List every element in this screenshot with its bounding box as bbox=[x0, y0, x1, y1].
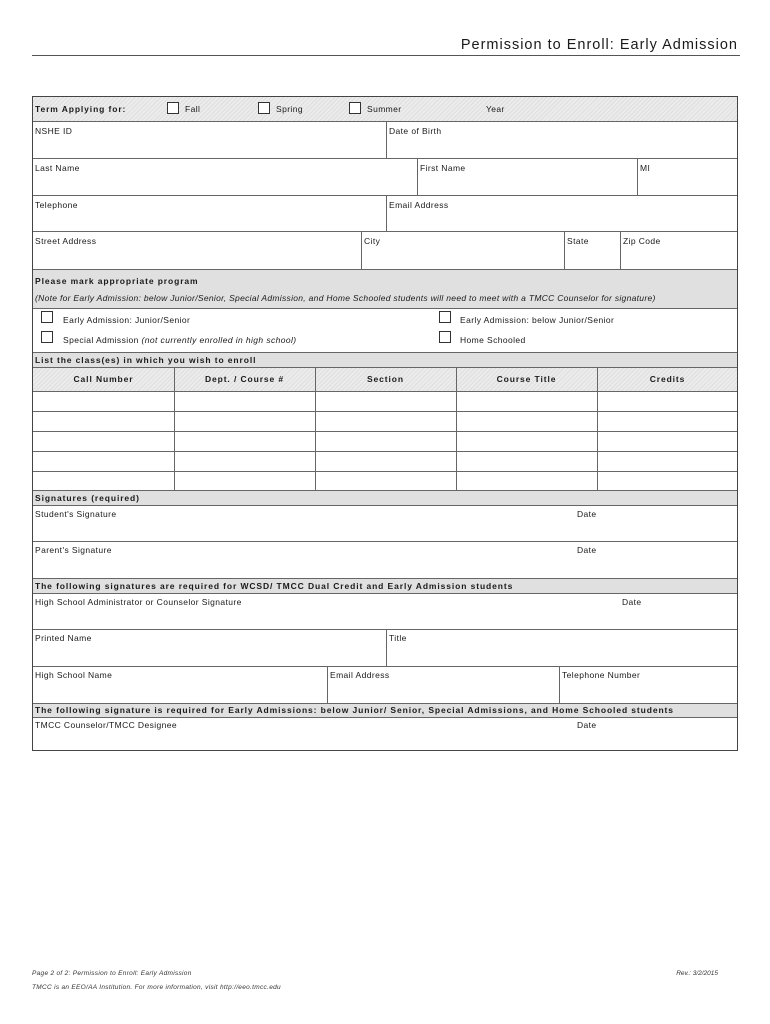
home-schooled-label: Home Schooled bbox=[460, 335, 526, 345]
first-name-field[interactable] bbox=[417, 159, 637, 195]
high-school-row bbox=[33, 666, 737, 703]
signatures-title: Signatures (required) bbox=[35, 493, 140, 503]
tmcc-date-label: Date bbox=[577, 720, 597, 730]
col-divider bbox=[174, 368, 175, 490]
state-label: State bbox=[567, 236, 589, 246]
city-field[interactable] bbox=[361, 232, 564, 269]
special-admission-label bbox=[63, 335, 297, 345]
title-field[interactable] bbox=[386, 630, 737, 666]
email-label: Email Address bbox=[389, 200, 449, 210]
admin-date-label: Date bbox=[622, 597, 642, 607]
printed-name-field[interactable] bbox=[33, 630, 386, 666]
class-table-header bbox=[33, 368, 737, 392]
fall-checkbox[interactable] bbox=[167, 102, 179, 114]
spring-checkbox[interactable] bbox=[258, 102, 270, 114]
table-row[interactable] bbox=[33, 411, 737, 412]
special-admission-note: (not currently enrolled in high school) bbox=[141, 335, 297, 345]
table-row[interactable] bbox=[33, 451, 737, 452]
admin-signature-label: High School Administrator or Counselor Signature bbox=[35, 597, 242, 607]
city-label: City bbox=[364, 236, 381, 246]
tmcc-counselor-label: TMCC Counselor/TMCC Designee bbox=[35, 720, 178, 730]
student-signature-row[interactable] bbox=[33, 505, 737, 541]
nshe-row bbox=[33, 121, 737, 158]
hs-phone-label: Telephone Number bbox=[562, 670, 641, 680]
parent-signature-label: Parent's Signature bbox=[35, 545, 112, 555]
nshe-id-field[interactable] bbox=[33, 122, 386, 158]
year-label: Year bbox=[486, 104, 505, 114]
table-row[interactable] bbox=[33, 471, 737, 472]
classes-title: List the class(es) in which you wish to enroll bbox=[35, 355, 257, 365]
mi-label: MI bbox=[640, 163, 651, 173]
program-header bbox=[33, 269, 737, 308]
tmcc-counselor-row[interactable] bbox=[33, 717, 737, 752]
admin-signature-row[interactable] bbox=[33, 593, 737, 629]
early-below-junior-label: Early Admission: below Junior/Senior bbox=[460, 315, 615, 325]
footer-page: Page 2 of 2: Permission to Enroll: Early Admission bbox=[32, 970, 192, 977]
special-admission-checkbox[interactable] bbox=[41, 331, 53, 343]
high-school-name-label: High School Name bbox=[35, 670, 113, 680]
wcsd-header bbox=[33, 578, 737, 593]
telephone-field[interactable] bbox=[33, 196, 386, 231]
student-date-label: Date bbox=[577, 509, 597, 519]
classes-header bbox=[33, 352, 737, 367]
spring-label: Spring bbox=[276, 104, 303, 114]
term-label: Term Applying for: bbox=[35, 104, 127, 114]
printed-name-row bbox=[33, 629, 737, 666]
class-table bbox=[33, 367, 737, 490]
footer-eeo: TMCC is an EEO/AA Institution. For more information, visit http://eeo.tmcc.edu bbox=[32, 984, 281, 991]
tmcc-title: The following signature is required for Early Admissions: below Junior/ Senior, Special Admissions, and Home Schooled students bbox=[35, 705, 674, 715]
special-admission-text: Special Admission bbox=[63, 335, 139, 345]
name-row bbox=[33, 158, 737, 195]
zip-label: Zip Code bbox=[623, 236, 661, 246]
mi-field[interactable] bbox=[637, 159, 737, 195]
street-field[interactable] bbox=[33, 232, 361, 269]
first-name-label: First Name bbox=[420, 163, 466, 173]
address-row bbox=[33, 231, 737, 269]
parent-signature-row[interactable] bbox=[33, 541, 737, 578]
last-name-field[interactable] bbox=[33, 159, 417, 195]
term-row bbox=[33, 97, 737, 121]
email-field[interactable] bbox=[386, 196, 737, 231]
hs-phone-field[interactable] bbox=[559, 667, 737, 703]
col-credits: Credits bbox=[649, 374, 686, 384]
col-divider bbox=[315, 368, 316, 490]
nshe-id-label: NSHE ID bbox=[35, 126, 73, 136]
col-divider bbox=[456, 368, 457, 490]
col-divider bbox=[597, 368, 598, 490]
dob-label: Date of Birth bbox=[389, 126, 442, 136]
last-name-label: Last Name bbox=[35, 163, 80, 173]
tmcc-header bbox=[33, 703, 737, 717]
home-schooled-checkbox[interactable] bbox=[439, 331, 451, 343]
summer-label: Summer bbox=[367, 104, 402, 114]
col-call-number: Call Number bbox=[73, 374, 134, 384]
program-options bbox=[33, 308, 737, 352]
enrollment-form bbox=[32, 96, 738, 751]
wcsd-title: The following signatures are required for WCSD/ TMCC Dual Credit and Early Admission students bbox=[35, 581, 514, 591]
col-course-title: Course Title bbox=[496, 374, 557, 384]
footer-revision: Rev.: 3/2/2015 bbox=[676, 970, 718, 977]
contact-row bbox=[33, 195, 737, 231]
telephone-label: Telephone bbox=[35, 200, 78, 210]
summer-checkbox[interactable] bbox=[349, 102, 361, 114]
title-label: Title bbox=[389, 633, 407, 643]
street-label: Street Address bbox=[35, 236, 97, 246]
high-school-name-field[interactable] bbox=[33, 667, 327, 703]
student-signature-label: Student's Signature bbox=[35, 509, 117, 519]
zip-field[interactable] bbox=[620, 232, 737, 269]
program-title: Please mark appropriate program bbox=[35, 276, 199, 286]
col-section: Section bbox=[366, 374, 404, 384]
hs-email-label: Email Address bbox=[330, 670, 390, 680]
fall-label: Fall bbox=[185, 104, 201, 114]
table-row[interactable] bbox=[33, 431, 737, 432]
page-title: Permission to Enroll: Early Admission bbox=[460, 37, 738, 53]
state-field[interactable] bbox=[564, 232, 620, 269]
early-below-junior-checkbox[interactable] bbox=[439, 311, 451, 323]
signatures-header bbox=[33, 490, 737, 505]
early-junior-senior-label: Early Admission: Junior/Senior bbox=[63, 315, 191, 325]
program-note: (Note for Early Admission: below Junior/Senior, Special Admission, and Home Schooled students will need to meet with a TMCC Counselor for signature) bbox=[35, 293, 656, 303]
early-junior-senior-checkbox[interactable] bbox=[41, 311, 53, 323]
parent-date-label: Date bbox=[577, 545, 597, 555]
hs-email-field[interactable] bbox=[327, 667, 559, 703]
printed-name-label: Printed Name bbox=[35, 633, 92, 643]
title-rule bbox=[32, 55, 740, 56]
col-dept-course: Dept. / Course # bbox=[204, 374, 285, 384]
dob-field[interactable] bbox=[386, 122, 737, 158]
